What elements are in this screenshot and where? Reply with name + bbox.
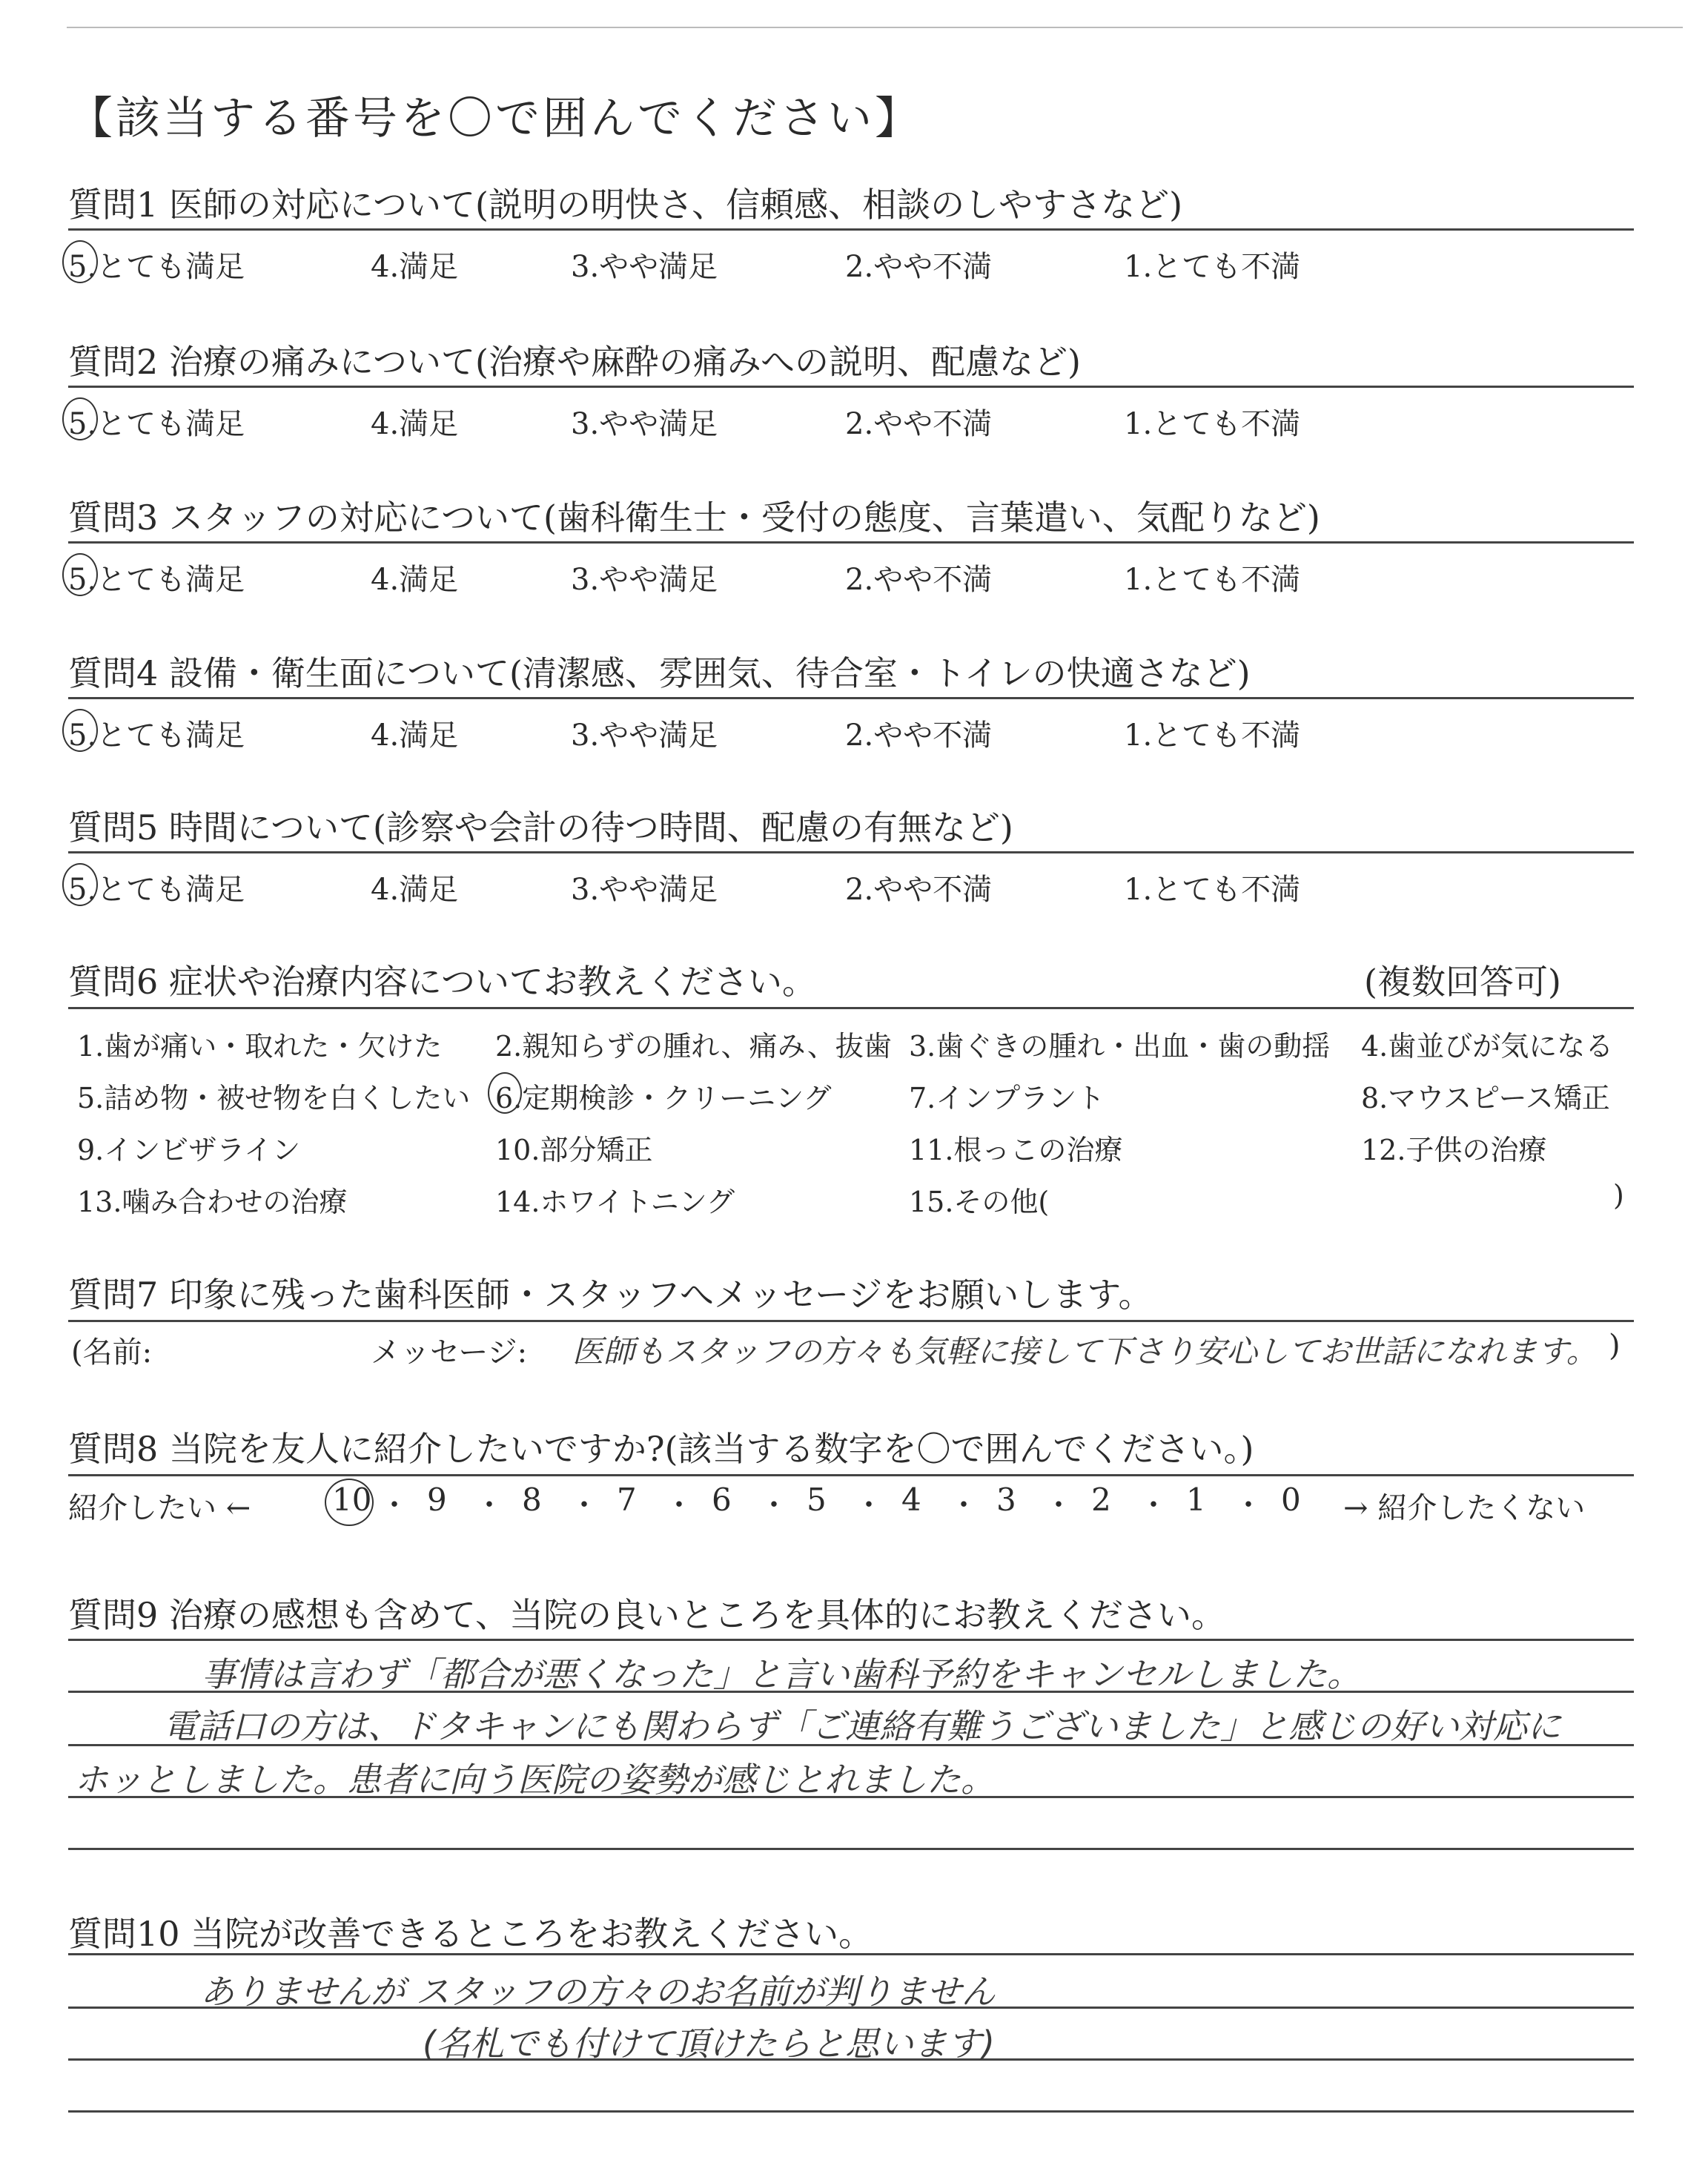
question-8-title: 質問8 当院を友人に紹介したいですか?(該当する数字を〇で囲んでください。) (68, 1429, 1254, 1469)
question-5-option-2[interactable]: 2.やや不満 (845, 873, 993, 907)
symptom-option-12[interactable]: 12.子供の治療 (1361, 1134, 1547, 1166)
scale-separator-dot: ・ (664, 1488, 694, 1522)
scale-separator-dot: ・ (949, 1488, 979, 1522)
form-instruction-header: 【該当する番号を〇で囲んでください】 (68, 93, 922, 145)
symptom-option-10[interactable]: 10.部分矯正 (495, 1134, 653, 1166)
recommend-score-9[interactable]: 9 (427, 1482, 447, 1518)
recommend-score-0[interactable]: 0 (1281, 1482, 1301, 1518)
symptom-option-14[interactable]: 14.ホワイトニング (495, 1186, 735, 1218)
scale-separator-dot: ・ (380, 1488, 409, 1522)
scale-separator-dot: ・ (569, 1488, 599, 1522)
scale-separator-dot: ・ (759, 1488, 789, 1522)
question-5-option-3[interactable]: 3.やや満足 (571, 873, 718, 907)
question-4-selected-circle (62, 709, 98, 752)
question-4-option-2[interactable]: 2.やや不満 (845, 719, 993, 753)
question-10-answer-line-2: (名札でも付けて頂けたらと思います) (423, 2024, 995, 2064)
question-1-selected-circle (62, 240, 98, 283)
question-7-title: 質問7 印象に残った歯科医師・スタッフへメッセージをお願いします。 (68, 1275, 1153, 1315)
symptom-selected-circle (488, 1072, 522, 1114)
question-4-option-1[interactable]: 1.とても不満 (1124, 719, 1301, 753)
message-label: メッセージ: (371, 1335, 528, 1370)
recommend-score-5[interactable]: 5 (807, 1482, 827, 1518)
recommend-score-10[interactable]: 10 (332, 1482, 372, 1518)
question-7-rule (68, 1320, 1634, 1322)
question-1-title: 質問1 医師の対応について(説明の明快さ、信頼感、相談のしやすさなど) (68, 185, 1183, 225)
question-5-option-1[interactable]: 1.とても不満 (1124, 873, 1301, 907)
question-3-selected-circle (62, 553, 98, 596)
question-5-option-5[interactable]: 5.とても満足 (68, 873, 245, 907)
question-2-option-2[interactable]: 2.やや不満 (845, 407, 993, 441)
question-2-title: 質問2 治療の痛みについて(治療や麻酔の痛みへの説明、配慮など) (68, 342, 1081, 382)
question-2-rule (68, 386, 1634, 388)
scale-separator-dot: ・ (474, 1488, 504, 1522)
question-8-rule (68, 1474, 1634, 1476)
question-3-rule (68, 541, 1634, 544)
question-1-option-4[interactable]: 4.満足 (371, 250, 459, 284)
scale-separator-dot: ・ (1044, 1488, 1073, 1522)
recommend-score-2[interactable]: 2 (1091, 1482, 1111, 1518)
recommend-selected-circle (325, 1479, 374, 1526)
question-2-selected-circle (62, 397, 98, 440)
question-9-answer-line-2: 電話口の方は、ドタキャンにも関わらず「ご連絡有難うございました」と感じの好い対応に (163, 1706, 1561, 1746)
question-4-option-5[interactable]: 5.とても満足 (68, 719, 245, 753)
symptom-option-7[interactable]: 7.インプラント (909, 1082, 1105, 1114)
symptom-option-6[interactable]: 6.定期検診・クリーニング (495, 1082, 832, 1114)
recommend-score-6[interactable]: 6 (712, 1482, 732, 1518)
question-6-note: (複数回答可) (1364, 962, 1561, 1002)
question-9-rule-5 (68, 1848, 1634, 1850)
question-3-option-3[interactable]: 3.やや満足 (571, 563, 718, 597)
question-3-option-2[interactable]: 2.やや不満 (845, 563, 993, 597)
question-9-title: 質問9 治療の感想も含めて、当院の良いところを具体的にお教えください。 (68, 1595, 1225, 1635)
symptom-option-2[interactable]: 2.親知らずの腫れ、痛み、抜歯 (495, 1030, 892, 1063)
question-2-option-5[interactable]: 5.とても満足 (68, 407, 245, 441)
question-10-rule-4 (68, 2110, 1634, 2113)
question-1-option-1[interactable]: 1.とても不満 (1124, 250, 1301, 284)
question-9-answer-line-3: ホッとしました。患者に向う医院の姿勢が感じとれました。 (74, 1760, 995, 1800)
symptom-option-4[interactable]: 4.歯並びが気になる (1361, 1030, 1614, 1063)
question-2-option-3[interactable]: 3.やや満足 (571, 407, 718, 441)
question-4-option-3[interactable]: 3.やや満足 (571, 719, 718, 753)
question-3-option-5[interactable]: 5.とても満足 (68, 563, 245, 597)
recommend-score-4[interactable]: 4 (901, 1482, 921, 1518)
question-2-option-1[interactable]: 1.とても不満 (1124, 407, 1301, 441)
question-10-rule-1 (68, 1953, 1634, 1955)
question-1-option-3[interactable]: 3.やや満足 (571, 250, 718, 284)
question-5-selected-circle (62, 863, 98, 906)
symptom-option-15[interactable]: 15.その他( (909, 1186, 1050, 1218)
question-9-answer-line-1: 事情は言わず「都合が悪くなった」と言い歯科予約をキャンセルしました。 (202, 1654, 1361, 1694)
symptom-other-close-paren: ) (1613, 1179, 1624, 1212)
symptom-option-13[interactable]: 13.噛み合わせの治療 (77, 1186, 348, 1218)
message-close-paren: ) (1609, 1329, 1621, 1363)
question-4-rule (68, 697, 1634, 699)
recommend-score-1[interactable]: 1 (1186, 1482, 1206, 1518)
question-6-title: 質問6 症状や治療内容についてお教えください。 (68, 962, 816, 1002)
recommend-score-8[interactable]: 8 (522, 1482, 542, 1518)
question-1-rule (68, 228, 1634, 231)
question-9-rule-1 (68, 1639, 1634, 1641)
symptom-option-8[interactable]: 8.マウスピース矯正 (1361, 1082, 1610, 1114)
question-1-option-2[interactable]: 2.やや不満 (845, 250, 993, 284)
recommend-score-3[interactable]: 3 (996, 1482, 1016, 1518)
symptom-option-9[interactable]: 9.インビザライン (77, 1134, 301, 1166)
question-10-title: 質問10 当院が改善できるところをお教えください。 (68, 1914, 873, 1954)
question-1-option-5[interactable]: 5.とても満足 (68, 250, 245, 284)
question-4-title: 質問4 設備・衛生面について(清潔感、雰囲気、待合室・トイレの快適さなど) (68, 653, 1251, 693)
symptom-option-1[interactable]: 1.歯が痛い・取れた・欠けた (77, 1030, 443, 1063)
question-10-answer-line-1: ありませんが スタッフの方々のお名前が判りません (200, 1972, 996, 2012)
question-6-rule (68, 1007, 1634, 1009)
message-handwritten: 医師もスタッフの方々も気軽に接して下さり安心してお世話になれます。 (572, 1333, 1598, 1370)
scale-separator-dot: ・ (1234, 1488, 1263, 1522)
question-2-option-4[interactable]: 4.満足 (371, 407, 459, 441)
symptom-option-11[interactable]: 11.根っこの治療 (909, 1134, 1123, 1166)
recommend-score-7[interactable]: 7 (617, 1482, 637, 1518)
symptom-option-5[interactable]: 5.詰め物・被せ物を白くしたい (77, 1082, 471, 1114)
scale-separator-dot: ・ (854, 1488, 884, 1522)
question-3-option-4[interactable]: 4.満足 (371, 563, 459, 597)
recommend-left-label: 紹介したい ← (68, 1491, 251, 1525)
question-3-option-1[interactable]: 1.とても不満 (1124, 563, 1301, 597)
question-5-rule (68, 851, 1634, 853)
question-5-option-4[interactable]: 4.満足 (371, 873, 459, 907)
question-3-title: 質問3 スタッフの対応について(歯科衛生士・受付の態度、言葉遣い、気配りなど) (68, 498, 1320, 538)
symptom-option-3[interactable]: 3.歯ぐきの腫れ・出血・歯の動揺 (909, 1030, 1331, 1063)
question-5-title: 質問5 時間について(診察や会計の待つ時間、配慮の有無など) (68, 807, 1013, 848)
question-4-option-4[interactable]: 4.満足 (371, 719, 459, 753)
scan-top-edge (67, 27, 1683, 28)
recommend-right-label: → 紹介したくない (1343, 1491, 1586, 1525)
scale-separator-dot: ・ (1139, 1488, 1168, 1522)
name-label: (名前: (71, 1335, 153, 1370)
